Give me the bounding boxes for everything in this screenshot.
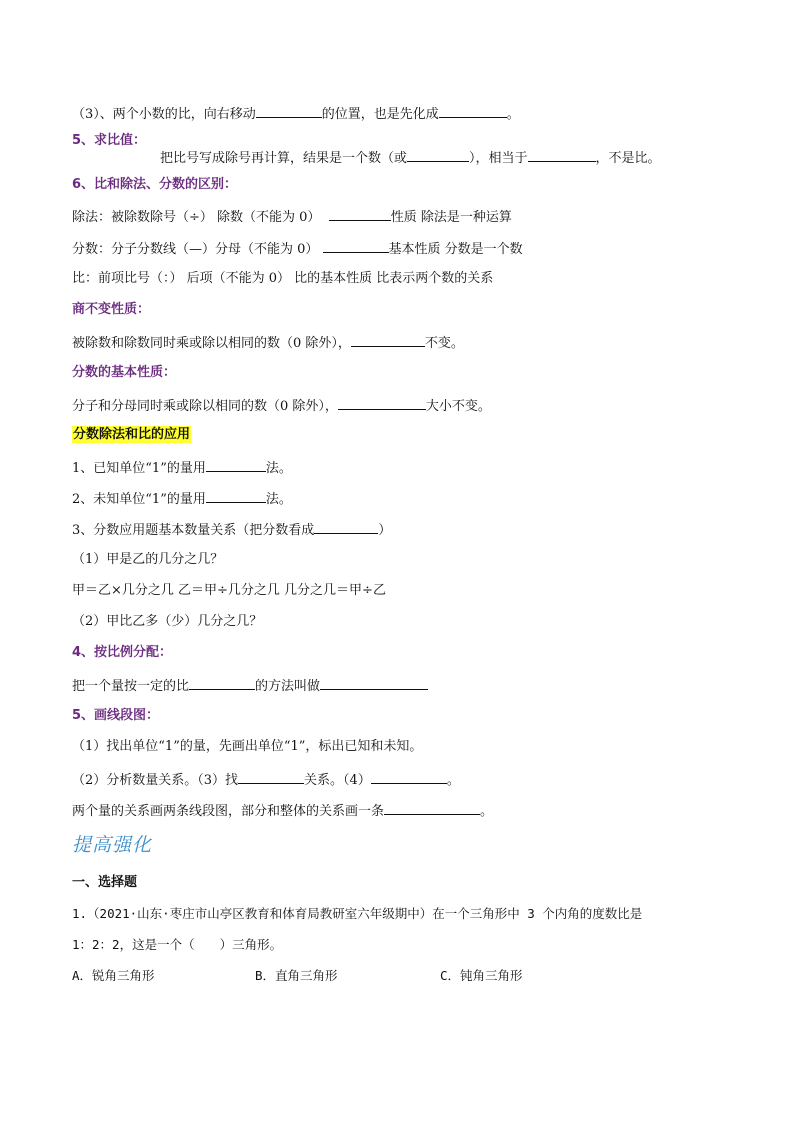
text-line-division	[72, 207, 512, 227]
heading-ratio-value: 5、求比值：	[72, 133, 147, 148]
answer-blank	[338, 396, 426, 410]
text: ），相当于	[469, 151, 528, 166]
text: 基本性质 分数是一个数	[388, 242, 523, 257]
text-line-distribution	[72, 676, 428, 696]
text-line-ratio: 比：前项比号（：） 后项（不能为 0） 比的基本性质 比表示两个数的关系	[72, 271, 494, 286]
text-line-find-unit: （1）找出单位“1”的量，先画出单位“1”，标出已知和未知。	[72, 739, 423, 754]
text: 把比号写成除号再计算，结果是一个数（或	[160, 151, 408, 166]
text-line-analyze	[72, 770, 460, 790]
text: 的方法叫做	[255, 679, 321, 694]
text: 法。	[265, 492, 292, 507]
text: 关系。（4）	[304, 773, 371, 788]
text-line-ratio-value	[160, 148, 661, 168]
text: 大小不变。	[425, 399, 491, 414]
text: 两个量的关系画两条线段图，部分和整体的关系画一条	[72, 804, 385, 819]
text-line-known-unit	[72, 458, 292, 478]
text: 法。	[265, 461, 292, 476]
answer-blank	[238, 770, 304, 784]
text-line-decimal-ratio	[72, 104, 520, 124]
text-line-q1: （1）甲是乙的几分之几？	[72, 552, 224, 567]
answer-blank	[206, 458, 266, 472]
answer-blank	[384, 801, 480, 815]
text: 3、分数应用题基本数量关系（把分数看成	[72, 523, 315, 538]
answer-blank	[314, 520, 378, 534]
heading-difference: 6、比和除法、分数的区别：	[72, 177, 238, 192]
answer-blank	[323, 239, 389, 253]
answer-blank	[351, 333, 425, 347]
answer-blank	[407, 148, 469, 162]
heading-line-diagram: 5、画线段图：	[72, 708, 160, 723]
answer-blank	[206, 489, 266, 503]
heading-quotient-property: 商不变性质：	[72, 302, 151, 317]
answer-blank	[371, 770, 447, 784]
answer-blank	[256, 104, 322, 118]
text-line-quotient	[72, 333, 464, 353]
text: 分子和分母同时乘或除以相同的数（0 除外），	[72, 399, 338, 414]
text: 1、已知单位“1”的量用	[72, 461, 206, 476]
text: 除法：被除数除号（÷） 除数（不能为 0）	[72, 210, 321, 225]
text-line-quantity-relation	[72, 520, 391, 540]
text: 分数：分子分数线（—）分母（不能为 0）	[72, 242, 319, 257]
answer-blank	[189, 676, 255, 690]
text: 的位置，也是先化成	[321, 107, 439, 122]
text-line-two-lines	[72, 801, 493, 821]
text: 把一个量按一定的比	[72, 679, 190, 694]
answer-blank	[528, 148, 596, 162]
heading-proportional-distribution: 4、按比例分配：	[72, 645, 173, 660]
text: ）	[378, 523, 392, 538]
highlight-text: 分数除法和比的应用	[73, 427, 191, 442]
text: 。	[446, 773, 460, 788]
section-title: 提高强化	[72, 834, 153, 856]
text: 。	[480, 804, 494, 819]
text: 。	[506, 107, 520, 122]
question-1-line-2: 1：2：2，这是一个（ ）三角形。	[72, 937, 283, 952]
answer-blank	[320, 676, 428, 690]
text-line-formula: 甲＝乙×几分之几 乙＝甲÷几分之几 几分之几＝甲÷乙	[72, 583, 386, 598]
option-c: C．钝角三角形	[440, 968, 523, 983]
option-a: A．锐角三角形	[72, 968, 155, 983]
text: （3）、两个小数的比，向右移动	[72, 107, 256, 122]
answer-blank	[439, 104, 507, 118]
text: 性质 除法是一种运算	[390, 210, 512, 225]
heading-fraction-property: 分数的基本性质：	[72, 365, 177, 380]
subsection-choice: 一、选择题	[72, 875, 138, 890]
highlight-title	[72, 426, 191, 444]
text-line-q2: （2）甲比乙多（少）几分之几？	[72, 614, 263, 629]
text-line-fraction	[72, 239, 523, 259]
answer-blank	[329, 207, 391, 221]
text-line-fraction-property	[72, 396, 491, 416]
text: 2、未知单位“1”的量用	[72, 492, 206, 507]
text: （2）分析数量关系。（3）找	[72, 773, 239, 788]
text: ，不是比。	[595, 151, 661, 166]
text-line-unknown-unit	[72, 489, 292, 509]
question-1-line-1: 1.（2021·山东·枣庄市山亭区教育和体育局教研室六年级期中）在一个三角形中 3 个内角的度数比是	[72, 906, 643, 921]
text: 被除数和除数同时乘或除以相同的数（0 除外），	[72, 336, 351, 351]
text: 不变。	[424, 336, 464, 351]
option-b: B．直角三角形	[255, 968, 338, 983]
